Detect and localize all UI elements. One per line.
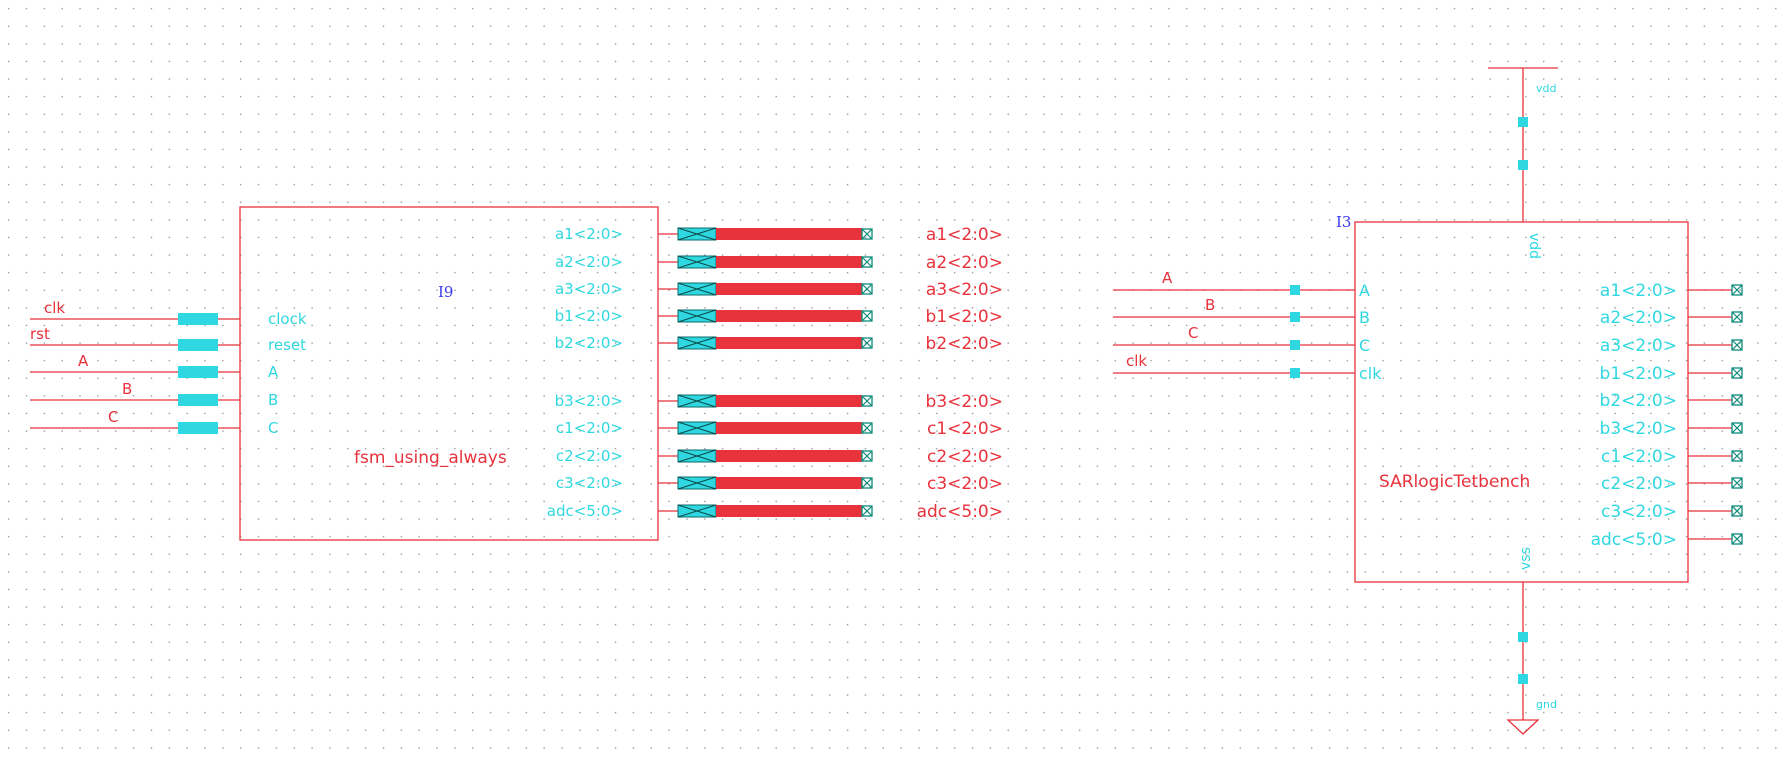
pin-label: c3<2:0> xyxy=(555,474,623,492)
bus-pin-icon xyxy=(678,228,716,240)
pin-marker xyxy=(1290,285,1300,295)
pin-marker xyxy=(178,366,218,378)
pin-label: clock xyxy=(268,310,307,328)
gnd-pin-marker xyxy=(1518,674,1528,684)
pin-label: B xyxy=(268,391,279,409)
vdd-supply-label: vdd xyxy=(1536,82,1557,95)
pin-label: b2<2:0> xyxy=(1599,391,1677,411)
bus-pin-icon xyxy=(678,256,716,268)
pin-label: adc<5:0> xyxy=(1590,530,1677,550)
net-label: b1<2:0> xyxy=(925,307,1003,327)
pin-label: c3<2:0> xyxy=(1600,502,1677,522)
vdd-pin-marker xyxy=(1518,160,1528,170)
sar-vss-pin-label: vss xyxy=(1518,547,1534,570)
vdd-pin-marker xyxy=(1518,117,1528,127)
bus-pin-icon xyxy=(678,450,716,462)
pin-marker xyxy=(178,313,218,325)
net-label: adc<5:0> xyxy=(916,502,1003,522)
gnd-pin-marker xyxy=(1518,632,1528,642)
sar-cell-name: SARlogicTetbench xyxy=(1379,472,1531,492)
pin-label: B xyxy=(1359,308,1370,327)
pin-marker xyxy=(1290,340,1300,350)
pin-label: c2<2:0> xyxy=(555,447,623,465)
bus-pin-icon xyxy=(678,337,716,349)
pin-label: a3<2:0> xyxy=(554,280,623,298)
pin-label: b3<2:0> xyxy=(554,392,623,410)
pin-label: C xyxy=(268,419,279,437)
bus-pin-icon xyxy=(678,477,716,489)
net-label: a2<2:0> xyxy=(925,253,1003,273)
pin-label: c2<2:0> xyxy=(1600,474,1677,494)
pin-label: c1<2:0> xyxy=(1600,447,1677,467)
net-label: clk xyxy=(44,299,66,317)
net-label: a1<2:0> xyxy=(925,225,1003,245)
bus-wire[interactable] xyxy=(716,477,862,489)
bus-pin-icon xyxy=(678,283,716,295)
bus-wire[interactable] xyxy=(716,450,862,462)
net-label: c3<2:0> xyxy=(926,474,1003,494)
fsm-cell-name: fsm_using_always xyxy=(354,448,507,468)
net-label: C xyxy=(1188,324,1199,342)
net-label: B xyxy=(1205,296,1216,314)
net-label: b2<2:0> xyxy=(925,334,1003,354)
bus-pin-icon xyxy=(678,505,716,517)
pin-label: C xyxy=(1359,336,1371,355)
pin-label: b1<2:0> xyxy=(1599,364,1677,384)
net-label: clk xyxy=(1126,352,1148,370)
net-label: A xyxy=(78,352,89,370)
bus-pin-icon xyxy=(678,310,716,322)
net-label: c1<2:0> xyxy=(926,419,1003,439)
bus-wire[interactable] xyxy=(716,395,862,407)
sar-instance-label: I3 xyxy=(1336,213,1352,231)
bus-wire[interactable] xyxy=(716,337,862,349)
pin-label: A xyxy=(1359,281,1370,300)
net-label: b3<2:0> xyxy=(925,392,1003,412)
pin-label: b3<2:0> xyxy=(1599,419,1677,439)
pin-label: adc<5:0> xyxy=(546,502,623,520)
pin-label: a2<2:0> xyxy=(1599,308,1677,328)
gnd-label: gnd xyxy=(1536,698,1557,711)
pin-label: a1<2:0> xyxy=(554,225,623,243)
pin-marker xyxy=(178,422,218,434)
fsm-instance-label: I9 xyxy=(438,283,454,301)
pin-marker xyxy=(1290,368,1300,378)
pin-label: reset xyxy=(268,336,306,354)
pin-marker xyxy=(178,394,218,406)
pin-label: A xyxy=(268,363,279,381)
net-label: C xyxy=(108,408,119,426)
pin-marker xyxy=(178,339,218,351)
bus-wire[interactable] xyxy=(716,422,862,434)
net-label: A xyxy=(1162,269,1173,287)
pin-label: a1<2:0> xyxy=(1599,281,1677,301)
pin-label: b2<2:0> xyxy=(554,334,623,352)
pin-marker xyxy=(1290,312,1300,322)
net-label: B xyxy=(122,380,133,398)
bus-pin-icon xyxy=(678,422,716,434)
bus-wire[interactable] xyxy=(716,505,862,517)
pin-label: c1<2:0> xyxy=(555,419,623,437)
net-label: c2<2:0> xyxy=(926,447,1003,467)
bus-wire[interactable] xyxy=(716,256,862,268)
pin-label: a2<2:0> xyxy=(554,253,623,271)
sar-vdd-pin-label: vdd xyxy=(1526,233,1542,260)
bus-wire[interactable] xyxy=(716,228,862,240)
bus-wire[interactable] xyxy=(716,283,862,295)
pin-label: a3<2:0> xyxy=(1599,336,1677,356)
net-label: a3<2:0> xyxy=(925,280,1003,300)
pin-label: clk xyxy=(1359,364,1382,383)
net-label: rst xyxy=(30,325,50,343)
bus-wire[interactable] xyxy=(716,310,862,322)
pin-label: b1<2:0> xyxy=(554,307,623,325)
bus-pin-icon xyxy=(678,395,716,407)
